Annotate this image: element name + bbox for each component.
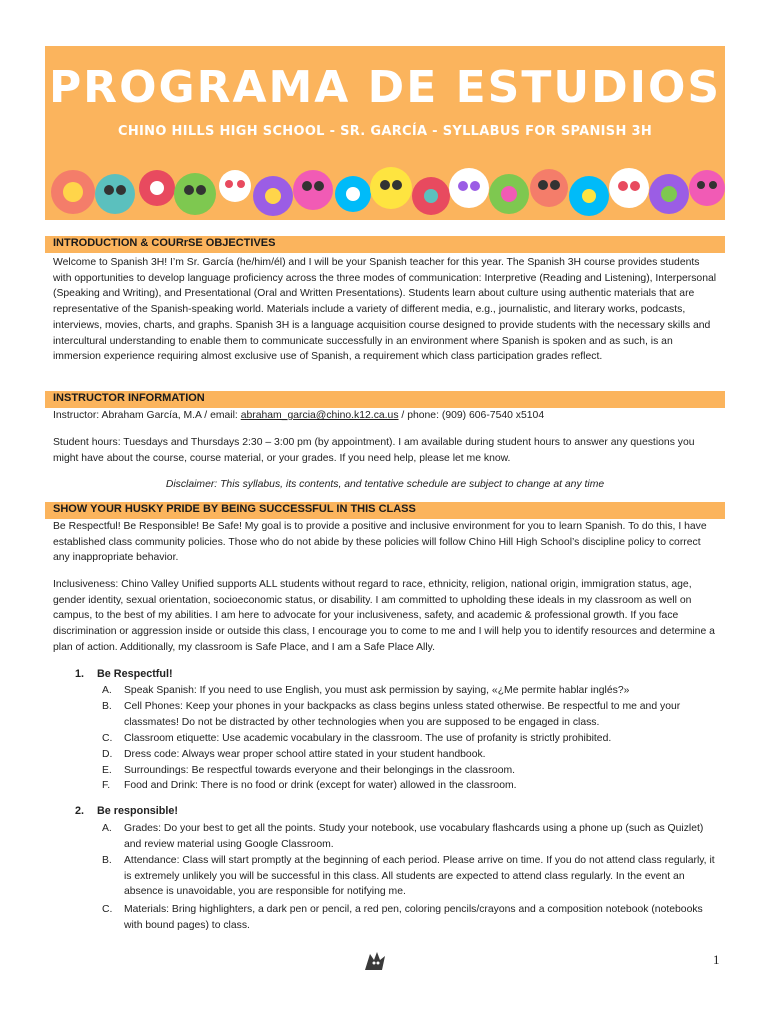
intro-heading-bar	[45, 236, 725, 253]
list-item: A. Grades: Do your best to get all the points. Study your notebook, use vocabulary flashcards using a phone up (such as Quizlet) and review material using Google Classroom.	[102, 823, 704, 850]
sugar-skull-decoration-icon	[45, 158, 725, 220]
list-item: B. Attendance: Class will start promptly at the beginning of each period. Please arrive on time. If you do not attend class regularly, it is extremely unlikely you will be successful in this class. All students are expected to attend class regularly. In the event an absence is unavoidable, you are responsible for notifying me.	[102, 855, 715, 898]
responsible-number: 2.	[75, 805, 85, 817]
responsible-heading	[75, 805, 178, 817]
instructor-heading-bar	[45, 391, 725, 408]
instructor-line	[53, 408, 717, 424]
pride-heading-bar	[45, 502, 725, 519]
list-item: E. Surroundings: Be respectful towards everyone and their belongings in the classroom.	[102, 765, 516, 776]
respectful-number: 1.	[75, 668, 85, 680]
instructor-email-link[interactable]: abraham_garcia@chino.k12.ca.us	[240, 410, 399, 421]
list-item: C. Classroom etiquette: Use academic vocabulary in the classroom. The use of profanity is strictly prohibited.	[102, 733, 612, 744]
pride-intro: Be Respectful! Be Responsible! Be Safe! My goal is to provide a positive and inclusive environment for you to learn Spanish. To do this, I have established class community policies. Those who do not abide by these policies will follow Chino Hill High School’s discipline policy to correct any inappropriate behavior.	[53, 521, 707, 564]
list-item: D. Dress code: Always wear proper school attire stated in your student handbook.	[102, 749, 486, 760]
list-item: A. Speak Spanish: If you need to use English, you must ask permission by saying, «¿Me permite hablar inglés?»	[102, 685, 630, 696]
responsible-title: Be responsible!	[97, 805, 178, 817]
list-item: C. Materials: Bring highlighters, a dark pen or pencil, a red pen, coloring pencils/crayons and a composition notebook (notebooks with bound pages) to class.	[102, 904, 703, 931]
instructor-phone: / phone: (909) 606-7540 x5104	[398, 410, 545, 421]
banner-title: PROGRAMA DE ESTUDIOS	[48, 62, 722, 113]
intro-body: Welcome to Spanish 3H! I’m Sr. García (he/him/él) and I will be your Spanish teacher for this year. The Spanish 3H course provides students with opportunities to develop language proficiency across the three modes of communication: Interpretive (Reading and Listening), Interpersonal (Speaking and Writing), and Presentational (Oral and Written Presentations). Students learn about culture using authentic materials that are representative of the Spanish-speaking world. Materials include a variety of different media, e.g., journalistic, and literary works, podcasts, interviews, movies, charts, and graphs. Spanish 3H is a language acquisition course designed to provide students with the necessary skills and intercultural understanding to enable them to communicate successfully in an environment where Spanish is spoken and as such, is an immersion experience requiring almost exclusive use of Spanish, a requirement which class participation grades reflect.	[53, 257, 717, 363]
intro-heading: INTRODUCTION & COURrSE OBJECTIVES	[53, 237, 276, 249]
header-banner	[45, 46, 725, 220]
respectful-heading	[75, 668, 173, 680]
list-item: F. Food and Drink: There is no food or drink (except for water) allowed in the classroom.	[102, 780, 517, 791]
disclaimer: Disclaimer: This syllabus, its contents, and tentative schedule are subject to change at any time	[165, 479, 605, 490]
banner-subtitle: CHINO HILLS HIGH SCHOOL - SR. GARCÍA - SYLLABUS FOR SPANISH 3H	[118, 124, 652, 139]
inclusiveness-statement: Inclusiveness: Chino Valley Unified supports ALL students without regard to race, ethnicity, religion, national origin, immigration status, age, gender identity, sexual orientation, socioeconomic status, or disability. I am committed to upholding these ideals in my classroom as well on campus, to the best of my abilities. I am here to advocate for your inclusiveness, safety, and academic & professional growth. If you face discrimination or aggression inside or outside this class, I encourage you to come to me and I will help you to identify resources and determine a plan of action. Additionally, my classroom is Safe Place, and I am a Safe Place Ally.	[53, 579, 715, 653]
respectful-title: Be Respectful!	[97, 668, 173, 680]
husky-logo-icon	[362, 948, 388, 974]
student-hours: Student hours: Tuesdays and Thursdays 2:30 – 3:00 pm (by appointment). I am available during student hours to answer any questions you might have about the course, course material, or your grades. If you need help, please let me know.	[53, 437, 695, 464]
instructor-heading: INSTRUCTOR INFORMATION	[53, 392, 205, 404]
page-number: 1	[713, 952, 720, 967]
list-item: B. Cell Phones: Keep your phones in your backpacks as class begins unless stated otherwise. Be respectful to me and your classmates! Do not be distracted by other technologies when you are supposed to be engaged in class.	[102, 701, 681, 728]
pride-heading: SHOW YOUR HUSKY PRIDE BY BEING SUCCESSFUL IN THIS CLASS	[53, 503, 416, 515]
instructor-prefix: Instructor: Abraham García, M.A / email:	[53, 410, 241, 421]
